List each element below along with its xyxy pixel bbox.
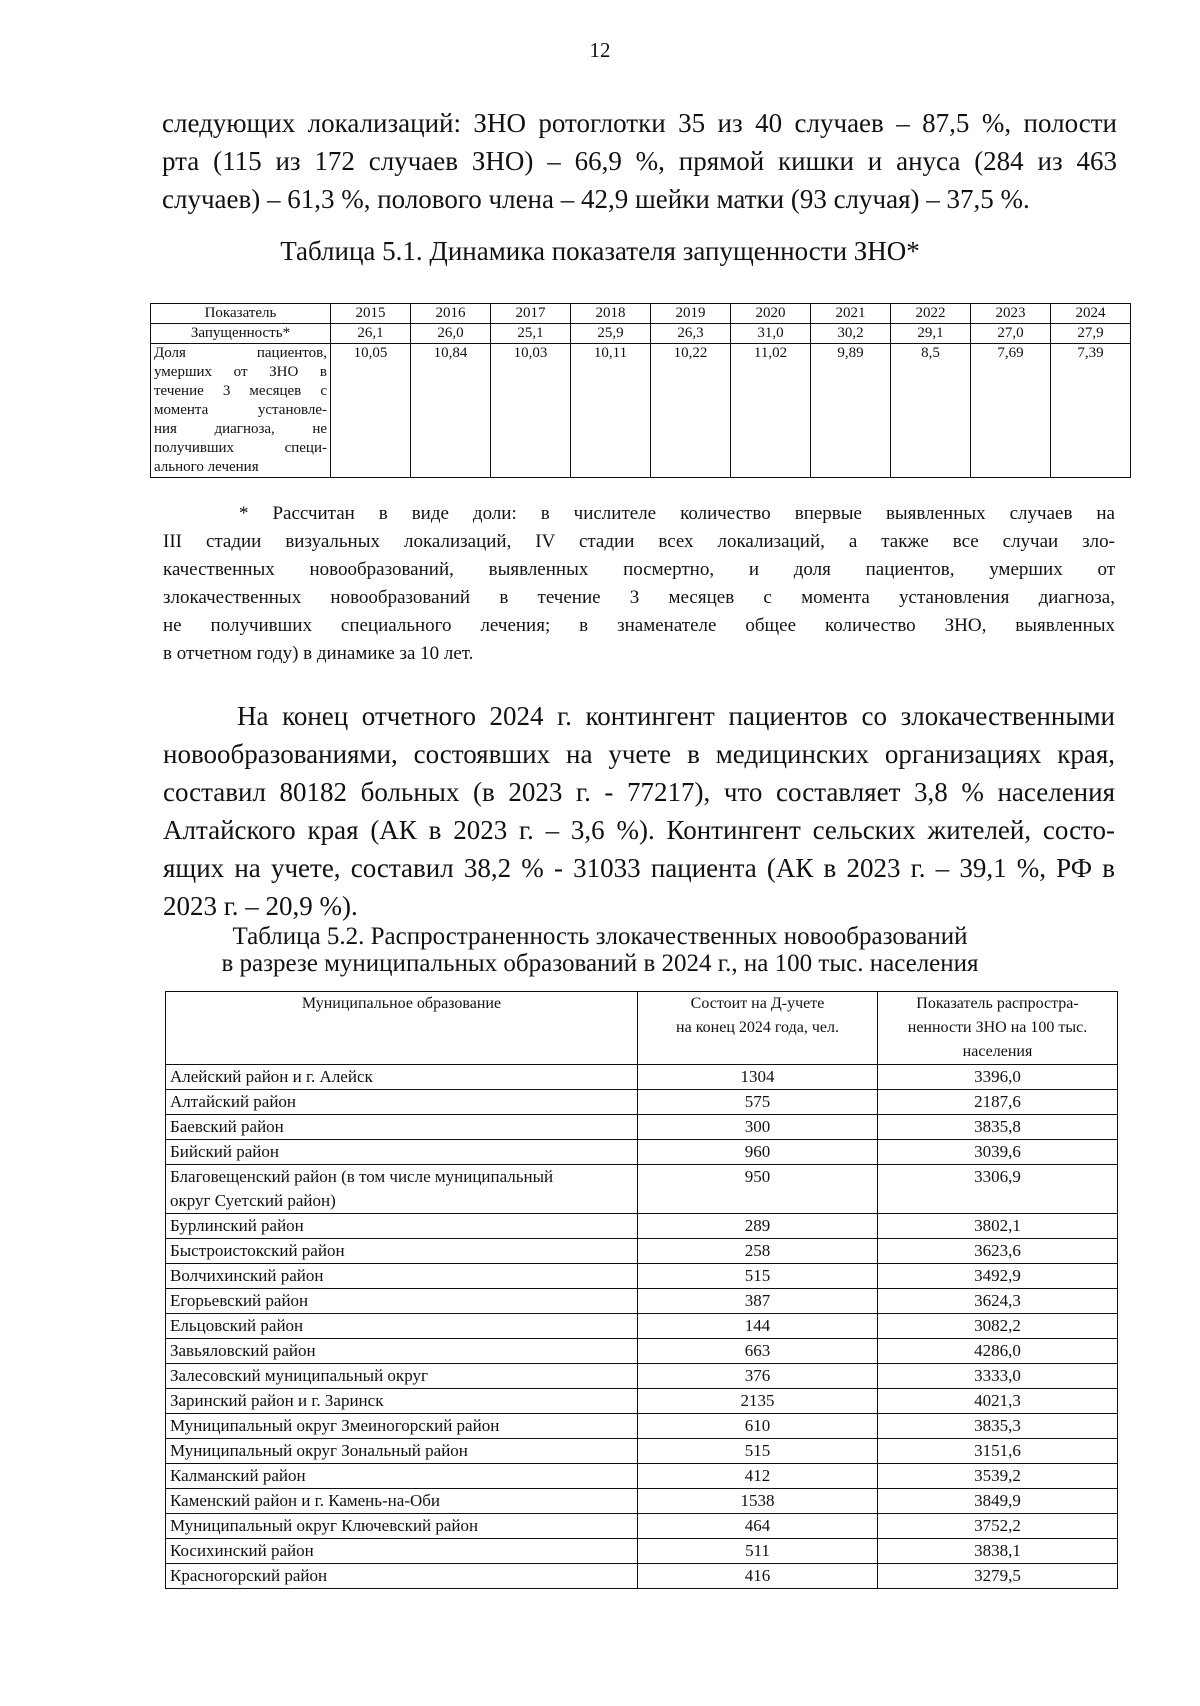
table-row [166, 1289, 1118, 1314]
table-row [166, 1239, 1118, 1264]
footnote-line: III стадии визуальных локализаций, IV стадии всех локализаций, а также все случаи зло- [163, 531, 1115, 552]
municipality-name-line: Калманский район [170, 1466, 306, 1485]
municipality-name-line: Залесовский муниципальный округ [170, 1366, 428, 1385]
table-row [166, 1564, 1118, 1589]
registered-count: 515 [638, 1264, 878, 1289]
footnote-line: качественных новообразований, выявленных посмертно, и доля пациентов, умерших от [163, 559, 1115, 580]
municipality-name [166, 1090, 638, 1115]
paragraph-line: Алтайского края (АК в 2023 г. – 3,6 %). Контингент сельских жителей, состо- [163, 815, 1115, 845]
table-row [166, 1115, 1118, 1140]
municipality-name-line: Муниципальный округ Зональный район [170, 1441, 468, 1460]
table1-year: 2020 [731, 304, 811, 324]
table-row [166, 1514, 1118, 1539]
paragraph-line: новообразованиями, состоявших на учете в медицинских организациях края, [163, 739, 1115, 769]
municipality-name [166, 1539, 638, 1564]
table1-cell: 26,3 [651, 324, 731, 344]
table1-header-row [151, 304, 1131, 324]
footnote-line: не получивших специального лечения; в знаменателе общее количество ЗНО, выявленных [163, 615, 1115, 636]
municipality-name [166, 1364, 638, 1389]
registered-count: 258 [638, 1239, 878, 1264]
intro-line: случаев) – 61,3 %, полового члена – 42,9 шейки матки (93 случая) – 37,5 %. [162, 184, 1030, 214]
prevalence-rate: 3279,5 [878, 1564, 1118, 1589]
table1-label-line: момента установле- [154, 402, 327, 418]
header-line: Состоит на Д-учете [690, 995, 825, 1012]
header-line: населения [962, 1043, 1033, 1060]
registered-count: 464 [638, 1514, 878, 1539]
registered-count: 2135 [638, 1389, 878, 1414]
prevalence-rate: 4021,3 [878, 1389, 1118, 1414]
prevalence-rate: 3306,9 [878, 1165, 1118, 1214]
prevalence-rate: 3849,9 [878, 1489, 1118, 1514]
prevalence-rate: 3492,9 [878, 1264, 1118, 1289]
table1-footnote [163, 500, 1115, 668]
registered-count: 610 [638, 1414, 878, 1439]
table1-label-line: течение 3 месяцев с [154, 383, 327, 399]
header-line: на конец 2024 года, чел. [676, 1019, 839, 1036]
registered-count: 412 [638, 1464, 878, 1489]
registered-count: 575 [638, 1090, 878, 1115]
municipality-name [166, 1414, 638, 1439]
table-row [166, 1339, 1118, 1364]
table1-year: 2016 [411, 304, 491, 324]
table-row [166, 1264, 1118, 1289]
registered-count: 416 [638, 1564, 878, 1589]
table1-neglect-dynamics [150, 303, 1131, 478]
prevalence-rate: 3396,0 [878, 1065, 1118, 1090]
table1-year: 2024 [1051, 304, 1131, 324]
table-row [166, 1090, 1118, 1115]
main-paragraph [163, 697, 1115, 925]
municipality-name [166, 1214, 638, 1239]
municipality-name-line: Муниципальный округ Ключевский район [170, 1516, 479, 1535]
registered-count: 387 [638, 1289, 878, 1314]
municipality-name-line: Каменский район и г. Камень-на-Оби [170, 1491, 441, 1510]
intro-paragraph [162, 104, 1117, 218]
table1-cell: 26,0 [411, 324, 491, 344]
prevalence-rate: 3838,1 [878, 1539, 1118, 1564]
prevalence-rate: 3835,3 [878, 1414, 1118, 1439]
table2-caption [0, 923, 1200, 977]
table1-cell: 10,03 [491, 344, 571, 478]
table1-year: 2021 [811, 304, 891, 324]
municipality-name-line: Алтайский район [170, 1092, 297, 1111]
table1-label-line: получивших специ- [154, 440, 327, 456]
paragraph-line: составил 80182 больных (в 2023 г. - 77217), что составляет 3,8 % населения [163, 777, 1115, 807]
municipality-name-line: Алейский район и г. Алейск [170, 1067, 373, 1086]
prevalence-rate: 3623,6 [878, 1239, 1118, 1264]
table2-caption-line: Таблица 5.2. Распространенность злокачественных новообразований [232, 923, 968, 950]
header-line: Показатель распростра- [916, 995, 1079, 1012]
footnote-line: злокачественных новообразований в течение 3 месяцев с момента установления диагноза, [163, 587, 1115, 608]
table1-cell: 27,9 [1051, 324, 1131, 344]
table1-year: 2018 [571, 304, 651, 324]
table-row [166, 1065, 1118, 1090]
intro-line: следующих локализаций: ЗНО ротоглотки 35 из 40 случаев – 87,5 %, полости [162, 108, 1117, 138]
municipality-name-line: Муниципальный округ Змеиногорский район [170, 1416, 500, 1435]
municipality-name [166, 1439, 638, 1464]
municipality-name-line: Бурлинский район [170, 1216, 304, 1235]
table1-cell: 25,9 [571, 324, 651, 344]
table-row [166, 1439, 1118, 1464]
municipality-name [166, 1165, 638, 1214]
municipality-name [166, 1264, 638, 1289]
registered-count: 511 [638, 1539, 878, 1564]
table-row [166, 1140, 1118, 1165]
municipality-name [166, 1140, 638, 1165]
table1-year: 2022 [891, 304, 971, 324]
prevalence-rate: 3835,8 [878, 1115, 1118, 1140]
municipality-name [166, 1389, 638, 1414]
table1-deaths-row [151, 344, 1131, 478]
prevalence-rate: 3802,1 [878, 1214, 1118, 1239]
table1-cell: 25,1 [491, 324, 571, 344]
table1-row-label [151, 344, 331, 478]
table1-cell: 31,0 [731, 324, 811, 344]
prevalence-rate: 4286,0 [878, 1339, 1118, 1364]
intro-line: рта (115 из 172 случаев ЗНО) – 66,9 %, прямой кишки и ануса (284 из 463 [162, 146, 1117, 176]
table1-cell: 10,22 [651, 344, 731, 478]
table1-cell: 7,39 [1051, 344, 1131, 478]
table1-cell: 26,1 [331, 324, 411, 344]
municipality-name-line: Волчихинский район [170, 1266, 324, 1285]
registered-count: 1304 [638, 1065, 878, 1090]
registered-count: 960 [638, 1140, 878, 1165]
municipality-name [166, 1065, 638, 1090]
table1-cell: 30,2 [811, 324, 891, 344]
table1-label-line: ального лечения [154, 459, 259, 475]
header-line: ненности ЗНО на 100 тыс. [907, 1019, 1088, 1036]
table-row [166, 1489, 1118, 1514]
table1-year: 2019 [651, 304, 731, 324]
paragraph-line: 2023 г. – 20,9 %). [163, 891, 358, 921]
municipality-name [166, 1115, 638, 1140]
paragraph-line: На конец отчетного 2024 г. контингент пациентов со злокачественными [237, 701, 1115, 731]
prevalence-rate: 3333,0 [878, 1364, 1118, 1389]
registered-count: 950 [638, 1165, 878, 1214]
registered-count: 515 [638, 1439, 878, 1464]
paragraph-line: ящих на учете, составил 38,2 % - 31033 пациента (АК в 2023 г. – 39,1 %, РФ в [163, 853, 1115, 883]
table1-cell: 9,89 [811, 344, 891, 478]
municipality-name [166, 1564, 638, 1589]
table1-cell: 29,1 [891, 324, 971, 344]
table1-header-label: Показатель [151, 304, 331, 324]
table1-label-line: Доля пациентов, [154, 345, 327, 361]
municipality-name [166, 1514, 638, 1539]
table-row [166, 1165, 1118, 1214]
prevalence-rate: 3039,6 [878, 1140, 1118, 1165]
table-row [166, 1389, 1118, 1414]
prevalence-rate: 3151,6 [878, 1439, 1118, 1464]
table2-body [166, 1065, 1118, 1589]
municipality-name [166, 1339, 638, 1364]
municipality-name [166, 1314, 638, 1339]
registered-count: 663 [638, 1339, 878, 1364]
prevalence-rate: 3624,3 [878, 1289, 1118, 1314]
municipality-name-line: Быстроистокский район [170, 1241, 345, 1260]
table1-cell: 10,84 [411, 344, 491, 478]
registered-count: 289 [638, 1214, 878, 1239]
table1-cell: 7,69 [971, 344, 1051, 478]
prevalence-rate: 3082,2 [878, 1314, 1118, 1339]
table-row [166, 1314, 1118, 1339]
municipality-name-line: округ Суетский район) [170, 1191, 336, 1210]
table1-label-line: умерших от ЗНО в [154, 364, 327, 380]
table2-header-registered [638, 992, 878, 1065]
table-row [166, 1464, 1118, 1489]
municipality-name [166, 1464, 638, 1489]
table1-row-label: Запущенность* [151, 324, 331, 344]
table-row [166, 1364, 1118, 1389]
table1-cell: 8,5 [891, 344, 971, 478]
table1-year: 2017 [491, 304, 571, 324]
municipality-name-line: Егорьевский район [170, 1291, 309, 1310]
prevalence-rate: 2187,6 [878, 1090, 1118, 1115]
registered-count: 376 [638, 1364, 878, 1389]
municipality-name [166, 1239, 638, 1264]
table2-header-municipality: Муниципальное образование [166, 992, 638, 1065]
table1-caption: Таблица 5.1. Динамика показателя запущенности ЗНО* [280, 236, 920, 266]
table1-cell: 11,02 [731, 344, 811, 478]
municipality-name-line: Косихинский район [170, 1541, 314, 1560]
municipality-name [166, 1489, 638, 1514]
table1-year: 2023 [971, 304, 1051, 324]
municipality-name-line: Завьяловский район [170, 1341, 316, 1360]
footnote-line: * Рассчитан в виде доли: в числителе количество впервые выявленных случаев на [239, 503, 1115, 524]
municipality-name-line: Красногорский район [170, 1566, 328, 1585]
table1-neglect-row [151, 324, 1131, 344]
table-row [166, 1414, 1118, 1439]
municipality-name-line: Заринский район и г. Заринск [170, 1391, 384, 1410]
registered-count: 300 [638, 1115, 878, 1140]
registered-count: 1538 [638, 1489, 878, 1514]
municipality-name-line: Благовещенский район (в том числе муниципальный [170, 1167, 554, 1186]
table2-caption-line: в разрезе муниципальных образований в 2024 г., на 100 тыс. населения [221, 950, 979, 977]
municipality-name [166, 1289, 638, 1314]
municipality-name-line: Баевский район [170, 1117, 284, 1136]
table1-label-line: ния диагноза, не [154, 421, 327, 437]
municipality-name-line: Ельцовский район [170, 1316, 304, 1335]
table2-header-rate [878, 992, 1118, 1065]
table2-prevalence [165, 991, 1118, 1589]
table2-header-row [166, 992, 1118, 1065]
table1-cell: 10,05 [331, 344, 411, 478]
municipality-name-line: Бийский район [170, 1142, 279, 1161]
table1-cell: 27,0 [971, 324, 1051, 344]
table1-cell: 10,11 [571, 344, 651, 478]
table-row [166, 1214, 1118, 1239]
prevalence-rate: 3539,2 [878, 1464, 1118, 1489]
table1-year: 2015 [331, 304, 411, 324]
footnote-line: в отчетном году) в динамике за 10 лет. [163, 643, 474, 664]
registered-count: 144 [638, 1314, 878, 1339]
prevalence-rate: 3752,2 [878, 1514, 1118, 1539]
page-number: 12 [589, 38, 611, 62]
table-row [166, 1539, 1118, 1564]
